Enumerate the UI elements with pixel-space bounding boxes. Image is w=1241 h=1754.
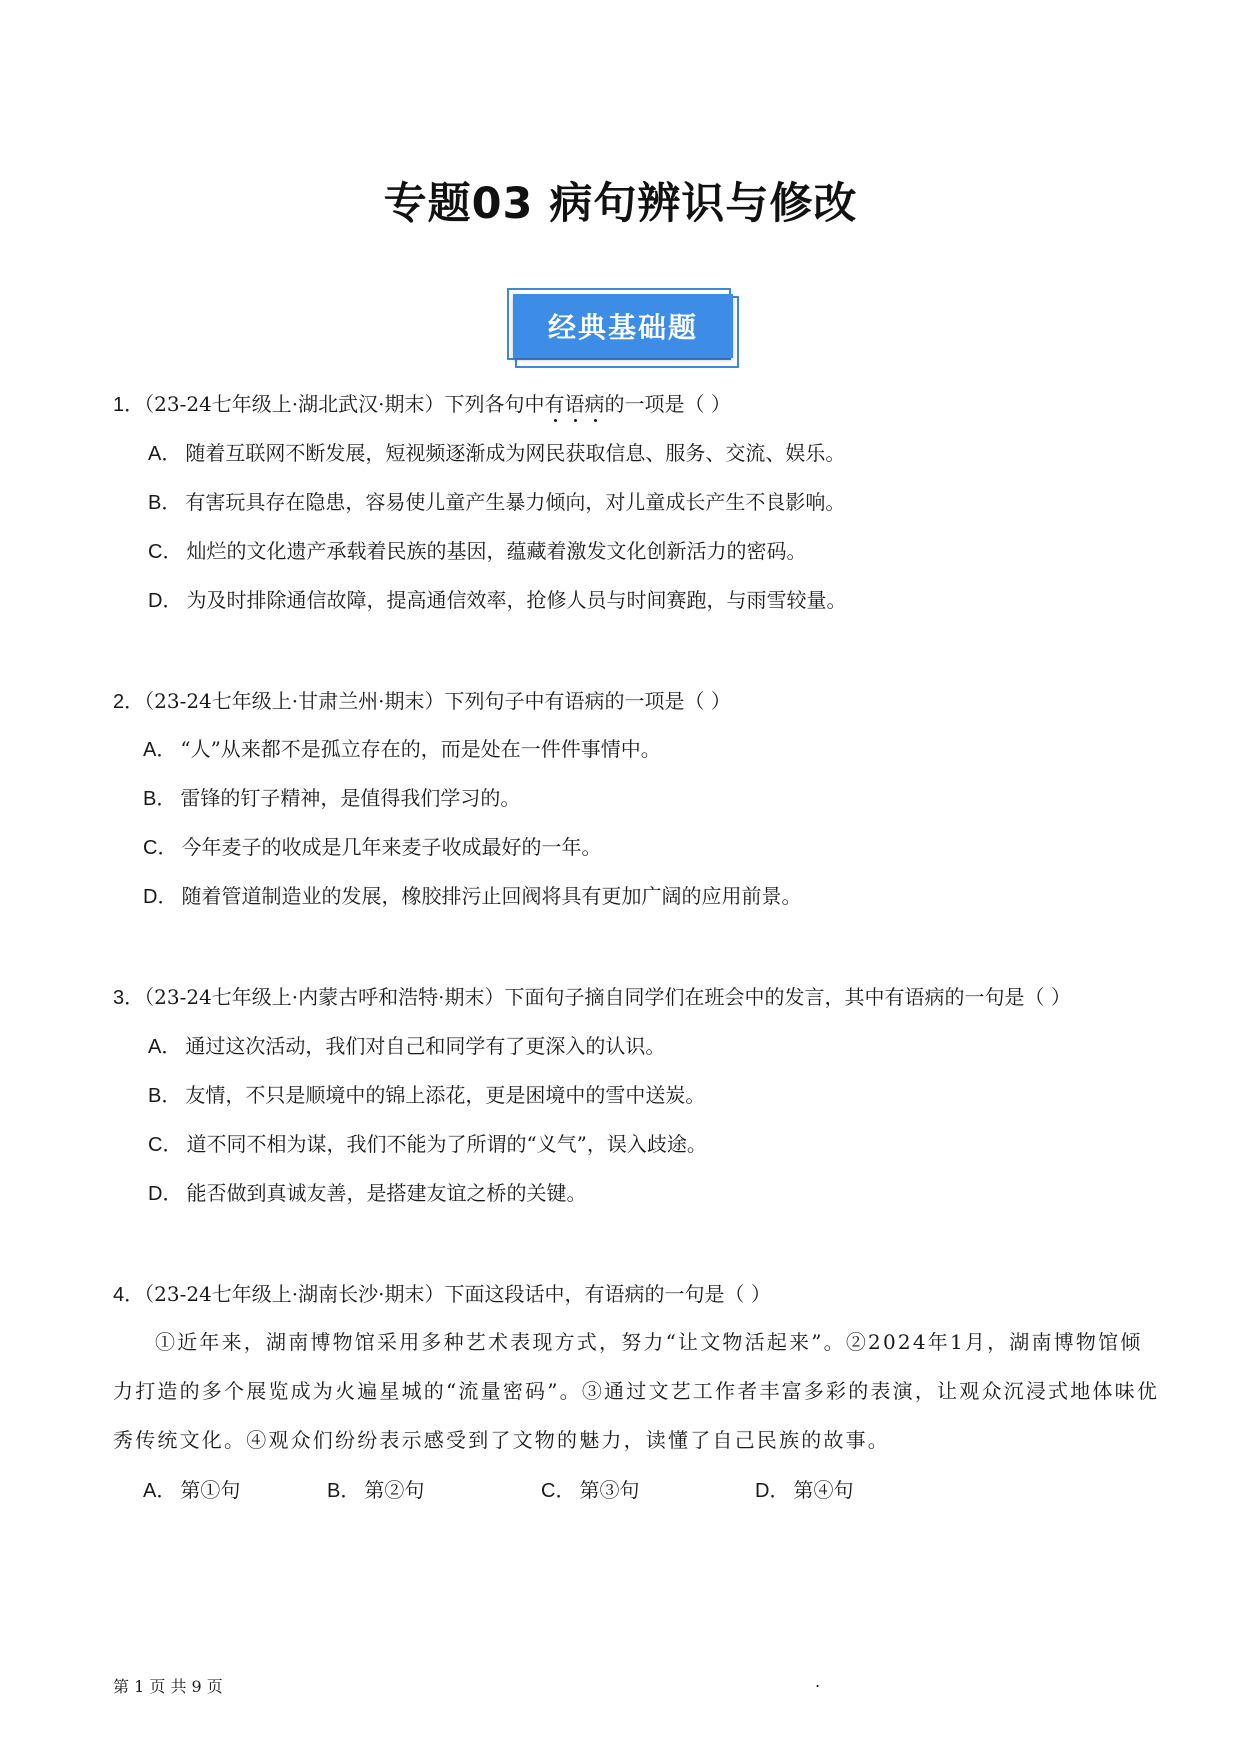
page-number: 第 1 页 共 9 页 xyxy=(113,1677,223,1696)
emphasis-dot-char: 有 xyxy=(544,392,565,416)
question-1-stem: 1．（23-24七年级上·湖北武汉·期末）下列各句中有语病的一项是（ ） xyxy=(113,392,731,416)
q1-option-a[interactable]: A． 随着互联网不断发展，短视频逐渐成为网民获取信息、服务、交流、娱乐。 xyxy=(148,441,846,465)
q4-option-b[interactable]: B． 第②句 xyxy=(327,1478,425,1502)
q2-option-d[interactable]: D． 随着管道制造业的发展，橡胶排污止回阀将具有更加广阔的应用前景。 xyxy=(143,884,802,908)
q4-option-c[interactable]: C． 第③句 xyxy=(541,1478,640,1502)
question-3-stem: 3．（23-24七年级上·内蒙古呼和浩特·期末）下面句子摘自同学们在班会中的发言，其中有语病的一句是（ ） xyxy=(113,985,1071,1009)
page-title: 专题03 病句辨识与修改 xyxy=(383,179,858,229)
passage-line: ①近年来，湖南博物馆采用多种艺术表现方式，努力“让文物活起来”。②2024年1月，湖南博物馆倾 xyxy=(155,1330,1143,1354)
q1-option-d[interactable]: D． 为及时排除通信故障，提高通信效率，抢修人员与时间赛跑，与雨雪较量。 xyxy=(148,588,847,612)
badge-label: 经典基础题 xyxy=(513,294,733,358)
q2-option-b[interactable]: B． 雷锋的钉子精神，是值得我们学习的。 xyxy=(143,786,521,810)
question-2-stem: 2．（23-24七年级上·甘肃兰州·期末）下列句子中有语病的一项是（ ） xyxy=(113,689,731,713)
passage-line: 秀传统文化。④观众们纷纷表示感受到了文物的魅力，读懂了自己民族的故事。 xyxy=(113,1428,890,1452)
q3-option-c[interactable]: C． 道不同不相为谋，我们不能为了所谓的“义气”，误入歧途。 xyxy=(148,1132,707,1156)
q3-option-d[interactable]: D． 能否做到真诚友善，是搭建友谊之桥的关键。 xyxy=(148,1181,587,1205)
question-4-stem: 4．（23-24七年级上·湖南长沙·期末）下面这段话中，有语病的一句是（ ） xyxy=(113,1282,771,1306)
section-badge xyxy=(507,288,739,368)
emphasis-dot-char: 语 xyxy=(564,392,585,416)
q2-option-a[interactable]: A． “人”从来都不是孤立存在的，而是处在一件件事情中。 xyxy=(143,737,661,761)
passage-line: 力打造的多个展览成为火遍星城的“流量密码”。③通过文艺工作者丰富多彩的表演，让观众沉浸式地体味优 xyxy=(113,1379,1160,1403)
q4-option-a[interactable]: A． 第①句 xyxy=(143,1478,241,1502)
q2-option-c[interactable]: C． 今年麦子的收成是几年来麦子收成最好的一年。 xyxy=(143,835,602,859)
q4-option-d[interactable]: D． 第④句 xyxy=(755,1478,854,1502)
q3-option-b[interactable]: B． 友情，不只是顺境中的锦上添花，更是困境中的雪中送炭。 xyxy=(148,1083,706,1107)
emphasis-dot-char: 病 xyxy=(584,392,605,416)
q1-option-c[interactable]: C． 灿烂的文化遗产承载着民族的基因，蕴藏着激发文化创新活力的密码。 xyxy=(148,539,807,563)
q1-option-b[interactable]: B． 有害玩具存在隐患，容易使儿童产生暴力倾向，对儿童成长产生不良影响。 xyxy=(148,490,846,514)
footer-dot: . xyxy=(815,1672,821,1691)
q3-option-a[interactable]: A． 通过这次活动，我们对自己和同学有了更深入的认识。 xyxy=(148,1034,666,1058)
